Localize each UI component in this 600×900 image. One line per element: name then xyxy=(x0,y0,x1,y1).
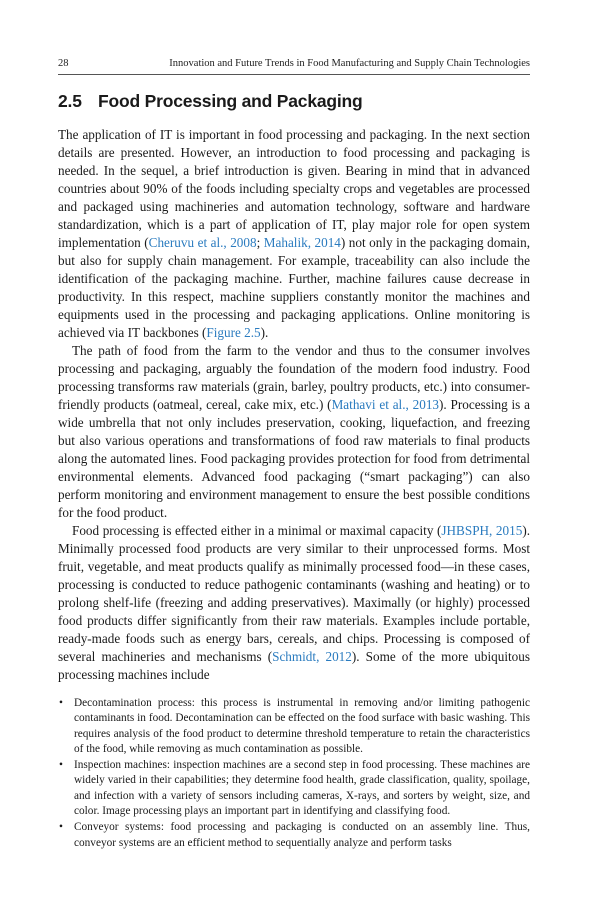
list-item xyxy=(58,820,530,851)
running-title: Innovation and Future Trends in Food Manufacturing and Supply Chain Technologies xyxy=(169,58,530,69)
paragraph-3 xyxy=(58,522,530,684)
section-heading xyxy=(58,91,363,112)
paragraph-text: ). Some of the more ubiquitous processing machines include xyxy=(58,649,530,682)
body-text xyxy=(58,126,530,852)
bullet-icon: • xyxy=(59,697,63,709)
paragraph-text: ). Minimally processed food products are very similar to their unprocessed forms. Most fruit, vegetable, and meat products qualify as minimally processed food—in these cases, processing is conducted to reduce pathogenic contaminants (washing and heating) or to prolong shelf-life (freezing and adding preservatives). Maximally (or highly) processed food products differ significantly from their raw materials. Examples include portable, ready-made foods such as energy bars, cereals, and chips. Processing is composed of several machineries and mechanisms ( xyxy=(58,523,531,664)
citation-link[interactable]: Schmidt, 2012 xyxy=(272,649,352,664)
paragraph-text: ). xyxy=(260,325,269,340)
bullet-list xyxy=(58,696,530,851)
paragraph-text: Food processing is effected either in a minimal or maximal capacity ( xyxy=(72,523,442,538)
list-item-text: Inspection machines: inspection machines are a second step in food processing. These machines are widely varied in their capabilities; they determine food health, grade classification, quality, spoilage, and infection with a variety of sensors including cameras, X-rays, and sorters by weight, size, and color. Image processing plays an important part in identifying and classifying food. xyxy=(74,759,530,818)
list-item xyxy=(58,758,530,819)
bullet-icon: • xyxy=(59,821,63,834)
paragraph-text: ) not only in the packaging domain, but also for supply chain management. For example, traceability can also include the identification of the packaging machine. Further, machine failures cause decrease in productivity. In this respect, machine suppliers constantly monitor the machines and equipments used in the processing and packaging applications. Online monitoring is achieved via IT backbones ( xyxy=(58,235,530,340)
paragraph-text: The application of IT is important in food processing and packaging. In the next section details are presented. However, an introduction to food processing and packaging is needed. In the sequel, a brief introduction is given. Bearing in mind that in advanced countries about 90% of the foods including specialty crops and vegetables are processed and packaged using machineries and automation technology, software and hardware standardization, which is a part of application of IT, play major role for open system implementation ( xyxy=(58,127,530,250)
citation-link[interactable]: Mathavi et al., 2013 xyxy=(331,397,440,412)
paragraph-text: The path of food from the farm to the vendor and thus to the consumer involves processing and packaging, arguably the foundation of the modern food industry. Food processing transforms raw materials (grain, barley, poultry products, etc.) into consumer-friendly products (oatmeal, cereal, cake mix, etc.) ( xyxy=(58,343,530,412)
list-item xyxy=(58,696,530,757)
section-title-text: Food Processing and Packaging xyxy=(98,91,363,111)
section-number: 2.5 xyxy=(58,91,82,111)
running-header xyxy=(58,58,530,72)
figure-link[interactable]: Figure 2.5 xyxy=(206,325,261,340)
header-rule xyxy=(58,74,530,75)
citation-link[interactable]: JHBSPH, 2015 xyxy=(441,523,523,538)
list-item-text: Conveyor systems: food processing and packaging is conducted on an assembly line. Thus, conveyor systems are an efficient method to sequentially analyze and perform tasks xyxy=(74,821,530,849)
paragraph-1 xyxy=(58,126,530,342)
paragraph-2 xyxy=(58,342,530,522)
paragraph-text: ). Processing is a wide umbrella that not only includes preservation, cooking, liquefaction, and freezing but also various operations and transformations of food raw materials to final products along the automated lines. Food packaging provides protection for food from detrimental environmental elements. Advanced food packaging (“smart packaging”) can also perform monitoring and environment management to ensure the best possible conditions for the food product. xyxy=(58,397,530,520)
paragraph-text: ; xyxy=(256,235,264,250)
list-item-text: Decontamination process: this process is instrumental in removing and/or limiting pathogenic contaminants in food. Decontamination can be effected on the food surface with basic washing. This requires analysis of the food product to determine threshold temperature to retain the characteristics of the food, while removing as much contamination as possible. xyxy=(74,697,530,755)
page-number: 28 xyxy=(58,58,69,69)
citation-link[interactable]: Cheruvu et al., 2008 xyxy=(148,235,257,250)
citation-link[interactable]: Mahalik, 2014 xyxy=(263,235,341,250)
bullet-icon: • xyxy=(59,759,63,772)
